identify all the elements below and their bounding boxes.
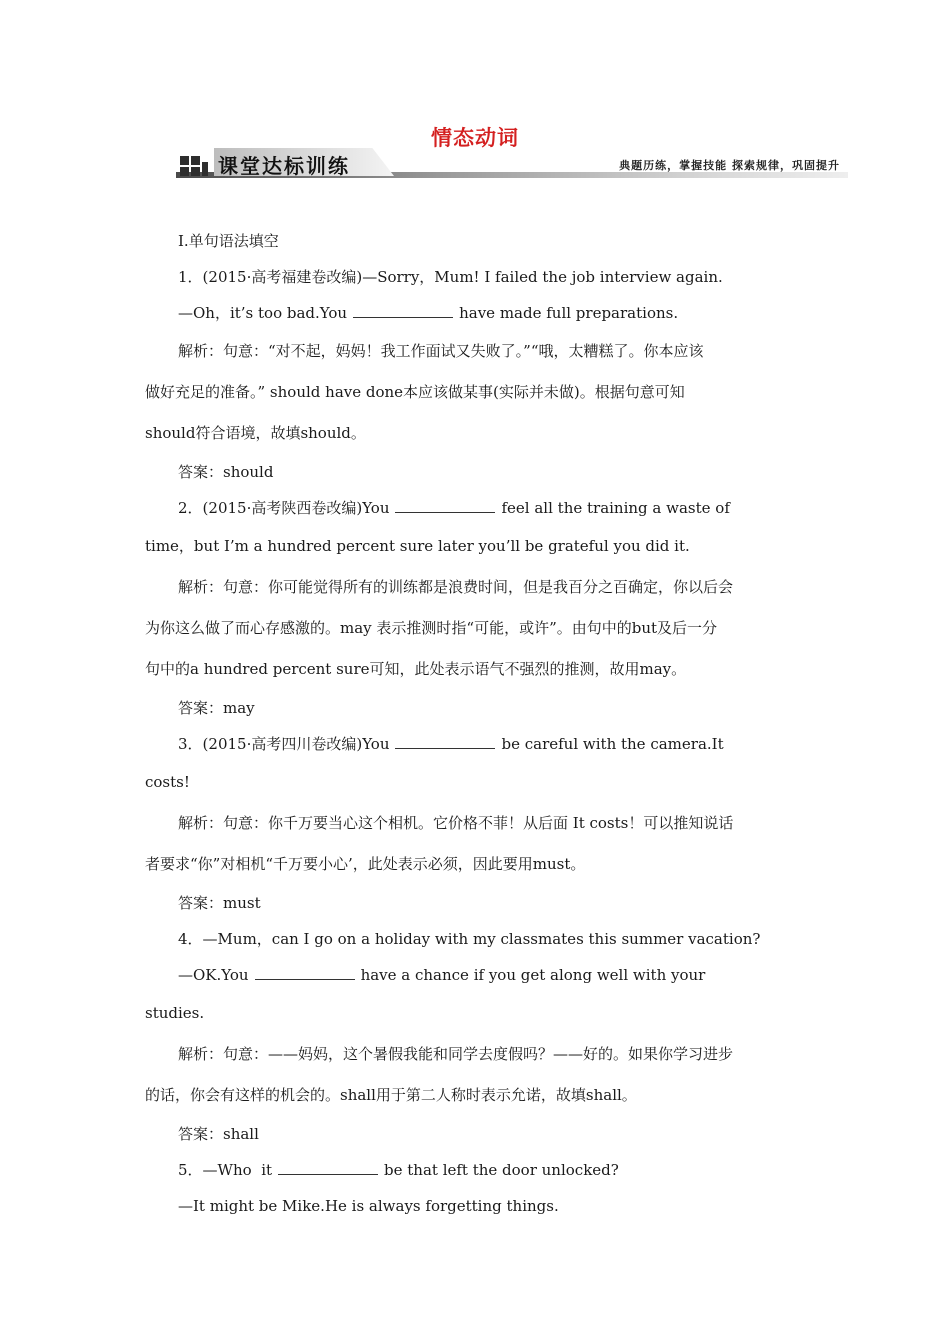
question-3-line-1-pre: 3．(2015·高考四川卷改编)You xyxy=(178,735,390,753)
question-5-line-1-pre: 5．—Who it xyxy=(178,1161,273,1179)
section-banner xyxy=(176,148,848,184)
question-2-line-1 xyxy=(145,490,805,526)
analysis-1-line-1: 解析：句意：“对不起，妈妈！我工作面试又失败了。”“哦，太糟糕了。你本应该 xyxy=(178,342,704,360)
analysis-2-line-2: 为你这么做了而心存感激的。may 表示推测时指“可能，或许”。由句中的but及后一分 xyxy=(145,619,718,637)
analysis-1-line-2: 做好充足的准备。” should have done本应该做某事(实际并未做)。根据句意可知 xyxy=(145,383,685,401)
question-3-line-2: costs! xyxy=(145,773,190,791)
question-4-line-2-post: have a chance if you get along well with your xyxy=(360,966,706,984)
answer-blank-4 xyxy=(255,965,355,980)
question-4-line-3: studies. xyxy=(145,1004,205,1022)
answer-3: 答案：must xyxy=(178,894,261,912)
analysis-3-line-1: 解析：句意：你千万要当心这个相机。它价格不菲！从后面 It costs！可以推知说话 xyxy=(178,814,734,832)
question-5-line-1 xyxy=(145,1152,805,1188)
section-heading: Ⅰ.单句语法填空 xyxy=(178,232,279,250)
answer-4: 答案：shall xyxy=(178,1125,259,1143)
analysis-1-line-3: should符合语境，故填should。 xyxy=(145,424,366,442)
question-2-line-2: time，but I’m a hundred percent sure later you’ll be grateful you did it. xyxy=(145,537,690,555)
question-4-line-2-pre: —OK.You xyxy=(178,966,249,984)
answer-blank-2 xyxy=(395,498,495,513)
question-5-line-2: —It might be Mike.He is always forgetting things. xyxy=(178,1197,559,1215)
analysis-3-line-2: 者要求“你”对相机“千万要小心’，此处表示必须，因此要用must。 xyxy=(145,855,586,873)
question-3-line-1-post: be careful with the camera.It xyxy=(501,735,724,753)
analysis-2-line-3: 句中的a hundred percent sure可知，此处表示语气不强烈的推测，故用may。 xyxy=(145,660,687,678)
banner-squares-icon xyxy=(180,154,210,176)
question-4-line-2 xyxy=(145,957,805,993)
question-2-line-1-pre: 2．(2015·高考陕西卷改编)You xyxy=(178,499,390,517)
exercise-content xyxy=(145,223,805,1224)
question-1-line-2 xyxy=(145,295,805,331)
answer-blank-3 xyxy=(395,734,495,749)
banner-label: 课堂达标训练 xyxy=(218,154,350,178)
question-1-line-2-pre: —Oh，it’s too bad.You xyxy=(178,304,348,322)
question-2-line-1-post: feel all the training a waste of xyxy=(501,499,730,517)
answer-1: 答案：should xyxy=(178,463,274,481)
analysis-2-line-1: 解析：句意：你可能觉得所有的训练都是浪费时间，但是我百分之百确定，你以后会 xyxy=(178,578,734,596)
page-title: 情态动词 xyxy=(431,126,519,150)
question-5-line-1-post: be that left the door unlocked? xyxy=(384,1161,619,1179)
analysis-4-line-1: 解析：句意：——妈妈，这个暑假我能和同学去度假吗？——好的。如果你学习进步 xyxy=(178,1045,734,1063)
answer-blank-1 xyxy=(353,303,453,318)
question-1-line-1: 1．(2015·高考福建卷改编)—Sorry，Mum! I failed the job interview again. xyxy=(178,268,723,286)
question-1-line-2-post: have made full preparations. xyxy=(459,304,679,322)
question-3-line-1 xyxy=(145,726,805,762)
answer-blank-5 xyxy=(278,1160,378,1175)
question-4-line-1: 4．—Mum，can I go on a holiday with my classmates this summer vacation? xyxy=(178,930,761,948)
answer-2: 答案：may xyxy=(178,699,255,717)
banner-slogan: 典题历练，掌握技能 探索规律，巩固提升 xyxy=(619,159,840,172)
analysis-4-line-2: 的话，你会有这样的机会的。shall用于第二人称时表示允诺，故填shall。 xyxy=(145,1086,637,1104)
